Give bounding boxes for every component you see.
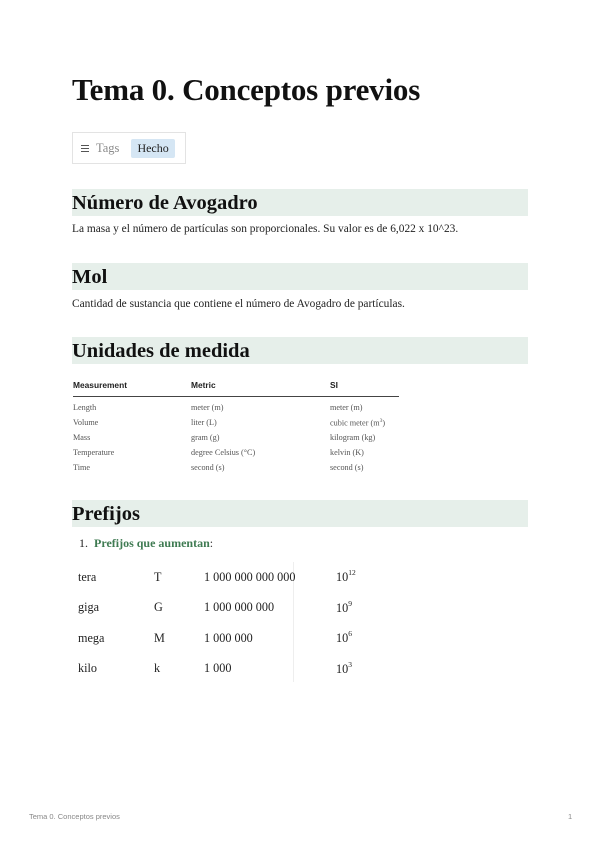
prefix-value: 1 000 000 000 [204, 600, 275, 615]
prefix-power [336, 600, 402, 616]
list-icon [81, 145, 89, 152]
prefix-power [336, 661, 402, 677]
heading-mol: Mol [72, 263, 528, 290]
table-row [72, 623, 402, 654]
power-base: 10 [336, 600, 349, 615]
cell-metric: meter (m) [191, 403, 224, 412]
cell-si [330, 418, 399, 433]
prefix-power [336, 630, 402, 646]
prefix-name: mega [78, 630, 105, 645]
page-title: Tema 0. Conceptos previos [72, 72, 421, 107]
prefix-symbol: T [154, 569, 162, 584]
power-exponent: 6 [348, 629, 352, 639]
avogadro-text: La masa y el número de partículas son proporcionales. Su valor es de 6,022 x 10^23. [72, 223, 459, 235]
cell-metric: gram (g) [191, 433, 220, 442]
prefix-symbol: G [154, 600, 163, 615]
power-base: 10 [336, 631, 349, 646]
list-item-prefijos-aumentan [79, 536, 213, 551]
table-row [73, 418, 399, 433]
cell-si-text: cubic meter (m [330, 418, 380, 428]
footer-title: Tema 0. Conceptos previos [29, 812, 120, 821]
cell-measurement: Length [73, 403, 97, 412]
mol-text: Cantidad de sustancia que contiene el número de Avogadro de partículas. [72, 298, 405, 310]
power-exponent: 12 [348, 568, 356, 578]
col-header-measurement: Measurement [73, 380, 127, 390]
table-row [73, 463, 399, 478]
cell-si: meter (m) [330, 403, 363, 412]
power-exponent: 3 [348, 659, 352, 669]
table-row [72, 654, 402, 685]
units-table [73, 380, 399, 478]
tags-property[interactable] [72, 132, 186, 164]
power-base: 10 [336, 661, 349, 676]
prefix-value: 1 000 000 000 000 [204, 569, 296, 584]
cell-measurement: Mass [73, 433, 91, 442]
cell-measurement: Volume [73, 418, 99, 427]
prefix-name: tera [78, 569, 97, 584]
table-rule [73, 396, 399, 397]
tag-chip-hecho[interactable]: Hecho [131, 139, 174, 158]
cell-si-superscript: 3 [379, 418, 383, 424]
table-row [73, 433, 399, 448]
cell-metric: liter (L) [191, 418, 217, 427]
prefix-value: 1 000 000 [204, 630, 253, 645]
prefix-value: 1 000 [204, 661, 232, 676]
heading-unidades: Unidades de medida [72, 337, 528, 364]
cell-metric: second (s) [191, 463, 225, 472]
cell-si-close: ) [382, 418, 386, 428]
table-row [73, 403, 399, 418]
cell-si: kelvin (K) [330, 448, 364, 457]
prefix-symbol: M [154, 630, 165, 645]
tags-label: Tags [96, 140, 120, 155]
cell-measurement: Temperature [73, 448, 115, 457]
prefix-power [336, 569, 402, 585]
heading-prefijos: Prefijos [72, 500, 528, 527]
cell-measurement: Time [73, 463, 90, 472]
cell-si: kilogram (kg) [330, 433, 376, 442]
list-label: Prefijos que aumentan [94, 536, 210, 550]
footer-page-number: 1 [568, 812, 573, 821]
cell-si: second (s) [330, 463, 364, 472]
list-number: 1. [79, 536, 88, 550]
list-colon: : [209, 536, 214, 550]
table-row [72, 562, 402, 593]
prefix-table [72, 562, 402, 684]
table-row [72, 593, 402, 624]
cell-metric: degree Celsius (°C) [191, 448, 256, 457]
power-base: 10 [336, 570, 349, 585]
units-table-header [73, 380, 399, 393]
col-header-metric: Metric [191, 380, 216, 390]
col-header-si: SI [330, 380, 338, 390]
prefix-name: kilo [78, 661, 97, 676]
power-exponent: 9 [348, 598, 352, 608]
heading-avogadro: Número de Avogadro [72, 189, 528, 216]
prefix-name: giga [78, 600, 99, 615]
prefix-symbol: k [154, 661, 161, 676]
table-row [73, 448, 399, 463]
